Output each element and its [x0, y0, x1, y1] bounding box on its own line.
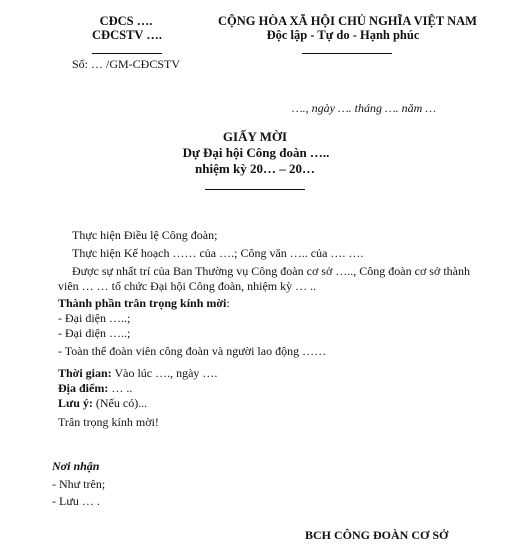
- org-name-line2: CĐCSTV ….: [92, 28, 162, 42]
- attendee-item: - Đại diện …..;: [58, 326, 131, 340]
- body-paragraph-1: Thực hiện Điều lệ Công đoàn;: [72, 228, 218, 242]
- place-value: … ..: [108, 381, 133, 395]
- attendees-heading: [58, 296, 230, 310]
- document-subtitle-2: nhiệm kỳ 20… – 20…: [195, 161, 315, 176]
- date-line: …., ngày …. tháng …. năm …: [292, 101, 437, 115]
- place-label: Địa điểm:: [58, 381, 109, 395]
- document-subtitle-1: Dự Đại hội Công đoàn …..: [182, 145, 330, 160]
- attendees-label: Thành phần trân trọng kính mời: [58, 296, 227, 310]
- document-number: Số: … /GM-CĐCSTV: [72, 57, 181, 71]
- attendee-item: - Đại diện …..;: [58, 311, 131, 325]
- time-value: Vào lúc …., ngày ….: [111, 366, 218, 380]
- note-value: (Nếu có)...: [92, 396, 148, 410]
- document-title: GIẤY MỜI: [222, 129, 288, 144]
- recipients-label: Nơi nhận: [52, 459, 100, 473]
- time-label: Thời gian:: [58, 366, 112, 380]
- nation-motto: Độc lập - Tự do - Hạnh phúc: [266, 28, 420, 42]
- recipient-item: - Lưu … .: [52, 494, 100, 508]
- place-line: [58, 381, 132, 395]
- signature-block: BCH CÔNG ĐOÀN CƠ SỞ: [305, 528, 449, 542]
- note-label: Lưu ý:: [58, 396, 93, 410]
- body-paragraph-3-line-1: Được sự nhất trí của Ban Thường vụ Công đoàn cơ sở ….., Công đoàn cơ sở thành: [72, 264, 470, 278]
- note-line: [58, 396, 147, 410]
- org-name-line1: CĐCS ….: [99, 14, 153, 28]
- body-paragraph-2: Thực hiện Kế hoạch …… của ….; Công văn ….. của …. ….: [72, 246, 364, 260]
- closing-line: Trân trọng kính mời!: [58, 415, 159, 429]
- attendee-item: - Toàn thể đoàn viên công đoàn và người lao động ……: [58, 344, 327, 358]
- header-left-rule: [92, 53, 162, 54]
- recipient-item: - Như trên;: [52, 477, 106, 491]
- title-rule: [205, 189, 305, 190]
- body-paragraph-3-line-2: viên … … tổ chức Đại hội Công đoàn, nhiệm kỳ … ..: [58, 279, 317, 293]
- time-line: [58, 366, 217, 380]
- header-right-rule: [302, 53, 392, 54]
- attendees-colon: :: [226, 296, 230, 310]
- nation-title: CỘNG HÒA XÃ HỘI CHỦ NGHĨA VIỆT NAM: [218, 14, 477, 28]
